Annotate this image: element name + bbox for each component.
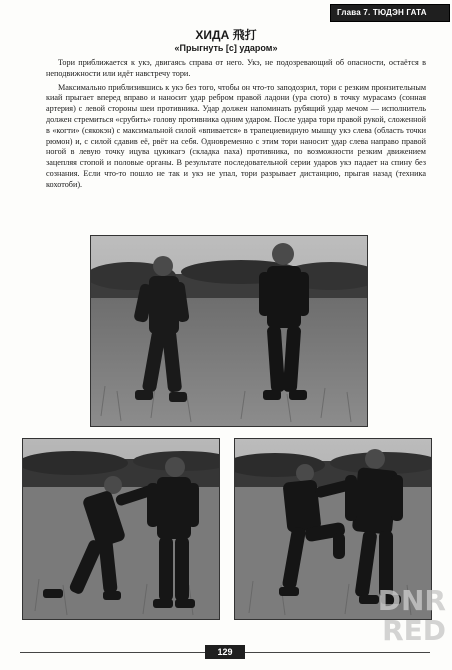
paragraph-2: Максимально приблизившись к укэ без того, чтобы он что-то заподозрил, тори с резким пронзительным киай прыгает вперед вправо и наносит удар ребром правой ладони (ура сюто) в точку мурасамэ (сонная артерия) с левой стороны шеи противника. Удар должен напоминать рубящий удар мечом — исполнитель должен стремиться «срубить» голову противника одним ударом. После удара тори правой рукой, сложенной в «когти» (сякокэн) с максимальной силой «впивается» в трапециевидную мышцу укэ слева (область точки рюмон) и, с силой сдавив её, рвёт на себя. Одновременно с этим тори наносит удар слева направо правой ногой в левую точку ицува цукикагэ (складка паха) противника, по возможности резким движением зацепляя стопой и половые органы. В результате последовательной серии ударов укэ падает на спину без сознания. Если что-то пошло не так и укэ не упал, тори разрывает дистанцию, прыгая назад (техника кохотоби). <box>46 82 426 189</box>
watermark-line-2: RED <box>382 614 446 647</box>
paragraph-1: Тори приближается к укэ, двигаясь справа от него. Укэ, не подозревающий об опасности, остаётся в неподвижности или идёт навстречу тори. <box>46 58 426 78</box>
running-head-text: Глава 7. ТЮДЭН ГАТА <box>337 8 427 17</box>
watermark-line-1: DNR <box>377 584 446 617</box>
photo-approach <box>90 235 368 427</box>
running-head <box>330 4 450 22</box>
section-subtitle: «Прыгнуть [с] ударом» <box>174 43 278 53</box>
watermark <box>360 586 446 656</box>
body-text <box>46 58 426 194</box>
section-title: ХИДА 飛打 <box>195 28 257 42</box>
photo-neck-strike <box>22 438 220 620</box>
page-number: 129 <box>205 645 245 659</box>
